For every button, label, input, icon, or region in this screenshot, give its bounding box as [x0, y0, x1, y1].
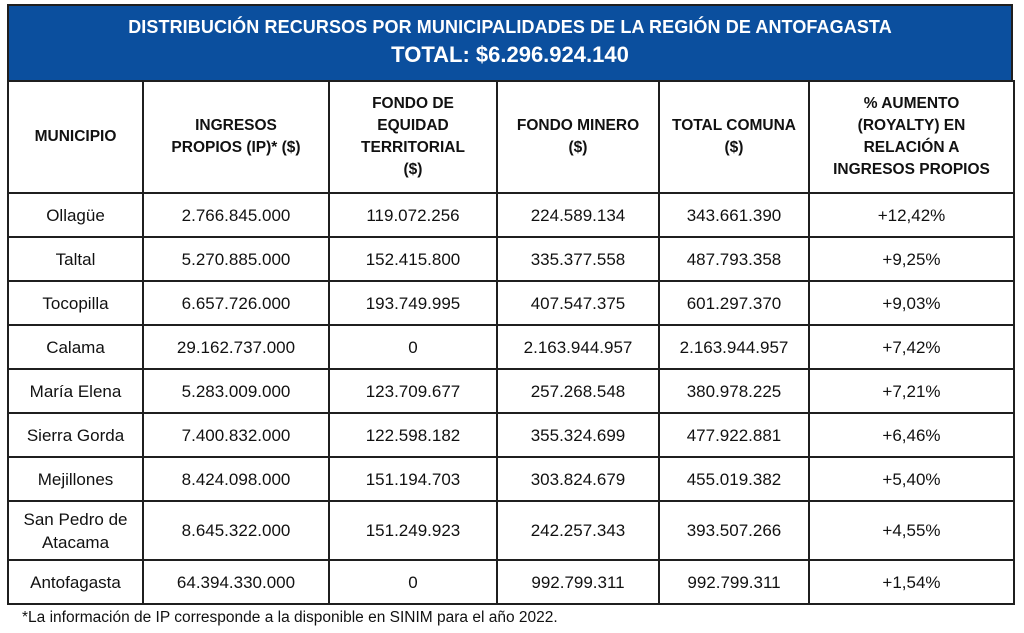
cell-municipio: Sierra Gorda — [8, 413, 143, 457]
header-ingresos-propios — [143, 81, 329, 193]
cell-fondo-equidad: 193.749.995 — [329, 281, 497, 325]
cell-total-comuna: 487.793.358 — [659, 237, 809, 281]
cell-fondo-minero: 335.377.558 — [497, 237, 659, 281]
table-row — [8, 193, 1014, 237]
cell-aumento: +12,42% — [809, 193, 1014, 237]
header-fondo-equidad — [329, 81, 497, 193]
cell-aumento: +7,21% — [809, 369, 1014, 413]
cell-municipio: Mejillones — [8, 457, 143, 501]
grand-total: TOTAL: $6.296.924.140 — [391, 42, 629, 67]
cell-fondo-minero: 242.257.343 — [497, 501, 659, 560]
header-aumento-text: % AUMENTO (ROYALTY) EN RELACIÓN A INGRESOS PROPIOS — [833, 95, 990, 178]
cell-municipio: Antofagasta — [8, 560, 143, 604]
distribution-table — [7, 80, 1015, 605]
table-header-row — [8, 81, 1014, 193]
cell-total-comuna: 343.661.390 — [659, 193, 809, 237]
cell-aumento: +6,46% — [809, 413, 1014, 457]
cell-ingresos-propios: 64.394.330.000 — [143, 560, 329, 604]
cell-total-comuna: 393.507.266 — [659, 501, 809, 560]
cell-fondo-equidad: 0 — [329, 560, 497, 604]
table-row — [8, 560, 1014, 604]
cell-ingresos-propios: 7.400.832.000 — [143, 413, 329, 457]
table-row — [8, 501, 1014, 560]
cell-municipio: Ollagüe — [8, 193, 143, 237]
cell-fondo-minero: 257.268.548 — [497, 369, 659, 413]
cell-ingresos-propios: 8.645.322.000 — [143, 501, 329, 560]
table-row — [8, 457, 1014, 501]
cell-ingresos-propios: 5.270.885.000 — [143, 237, 329, 281]
cell-aumento: +5,40% — [809, 457, 1014, 501]
header-total-comuna — [659, 81, 809, 193]
cell-fondo-minero: 303.824.679 — [497, 457, 659, 501]
cell-municipio: Tocopilla — [8, 281, 143, 325]
header-fondo-minero-text: FONDO MINERO ($) — [516, 117, 640, 156]
cell-fondo-minero: 355.324.699 — [497, 413, 659, 457]
cell-municipio: San Pedro de Atacama — [8, 501, 143, 560]
cell-total-comuna: 992.799.311 — [659, 560, 809, 604]
cell-total-comuna: 380.978.225 — [659, 369, 809, 413]
cell-fondo-equidad: 152.415.800 — [329, 237, 497, 281]
header-fondo-minero — [497, 81, 659, 193]
header-ingresos-propios-text: INGRESOS PROPIOS (IP)* ($) — [171, 117, 301, 156]
resource-distribution-document — [7, 4, 1013, 605]
cell-municipio: Taltal — [8, 237, 143, 281]
cell-total-comuna: 477.922.881 — [659, 413, 809, 457]
cell-ingresos-propios: 2.766.845.000 — [143, 193, 329, 237]
table-row — [8, 413, 1014, 457]
header-aumento — [809, 81, 1014, 193]
cell-aumento: +9,03% — [809, 281, 1014, 325]
table-row — [8, 237, 1014, 281]
cell-total-comuna: 2.163.944.957 — [659, 325, 809, 369]
cell-aumento: +4,55% — [809, 501, 1014, 560]
cell-total-comuna: 455.019.382 — [659, 457, 809, 501]
cell-fondo-minero: 992.799.311 — [497, 560, 659, 604]
cell-ingresos-propios: 6.657.726.000 — [143, 281, 329, 325]
cell-fondo-minero: 224.589.134 — [497, 193, 659, 237]
header-total-comuna-text: TOTAL COMUNA ($) — [672, 117, 796, 156]
cell-fondo-equidad: 123.709.677 — [329, 369, 497, 413]
cell-aumento: +1,54% — [809, 560, 1014, 604]
cell-fondo-equidad: 151.194.703 — [329, 457, 497, 501]
cell-municipio: María Elena — [8, 369, 143, 413]
cell-fondo-equidad: 0 — [329, 325, 497, 369]
title-banner — [7, 4, 1013, 80]
cell-fondo-equidad: 119.072.256 — [329, 193, 497, 237]
table-body — [8, 193, 1014, 604]
table-row — [8, 325, 1014, 369]
cell-aumento: +9,25% — [809, 237, 1014, 281]
table-row — [8, 369, 1014, 413]
table-row — [8, 281, 1014, 325]
header-fondo-equidad-text: FONDO DE EQUIDAD TERRITORIAL ($) — [361, 95, 465, 178]
cell-fondo-minero: 2.163.944.957 — [497, 325, 659, 369]
cell-ingresos-propios: 5.283.009.000 — [143, 369, 329, 413]
cell-ingresos-propios: 29.162.737.000 — [143, 325, 329, 369]
cell-municipio: Calama — [8, 325, 143, 369]
cell-aumento: +7,42% — [809, 325, 1014, 369]
header-municipio: MUNICIPIO — [8, 81, 143, 193]
footnote: *La información de IP corresponde a la disponible en SINIM para el año 2022. — [22, 609, 558, 626]
cell-fondo-equidad: 151.249.923 — [329, 501, 497, 560]
cell-total-comuna: 601.297.370 — [659, 281, 809, 325]
document-title: DISTRIBUCIÓN RECURSOS POR MUNICIPALIDADES DE LA REGIÓN DE ANTOFAGASTA — [128, 17, 892, 37]
cell-fondo-minero: 407.547.375 — [497, 281, 659, 325]
cell-fondo-equidad: 122.598.182 — [329, 413, 497, 457]
cell-ingresos-propios: 8.424.098.000 — [143, 457, 329, 501]
